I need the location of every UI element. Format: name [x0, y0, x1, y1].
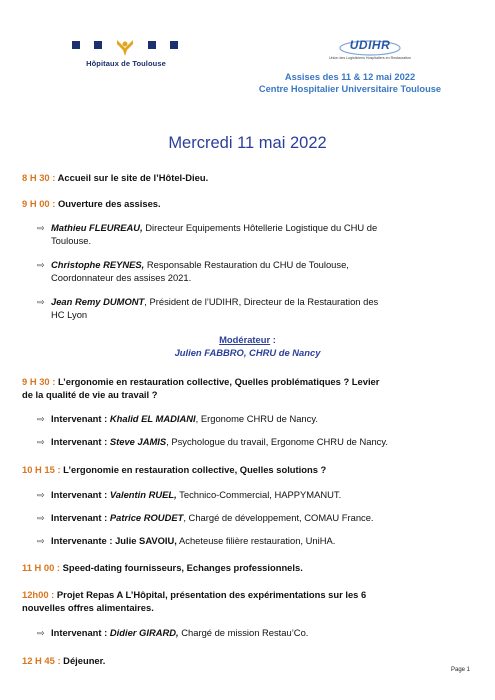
schedule-time: 10 H 15 : [22, 464, 61, 475]
speaker-item [37, 295, 378, 309]
speaker-role-continued: Coordonnateur des assises 2021. [51, 272, 192, 283]
udihr-logo-text: UDIHR [349, 38, 391, 52]
intervenant-name: Steve JAMIS [109, 436, 167, 447]
intervenant-label: Intervenant : [51, 436, 108, 447]
arrow-right-icon: ⇨ [37, 536, 45, 546]
event-heading [230, 71, 470, 95]
intervenant-role: Chargé de mission Restau’Co. [178, 627, 309, 638]
arrow-right-icon: ⇨ [37, 513, 45, 523]
arrow-right-icon: ⇨ [37, 628, 45, 638]
schedule-time: 12h00 : [22, 589, 55, 600]
intervenant-role: Acheteuse filière restauration, UniHA. [176, 535, 336, 546]
arrow-right-icon: ⇨ [37, 260, 45, 270]
intervenant-name: Khalid EL MADIANI [109, 413, 196, 424]
moderator-colon: : [270, 334, 276, 345]
speaker-role-continued: Toulouse. [51, 235, 92, 246]
intervenant-name: Valentin RUEL, [109, 489, 177, 500]
udihr-logo-subtitle: Union des Logisticiens Hospitaliers en Restauration [328, 56, 412, 60]
day-title: Mercredi 11 mai 2022 [168, 134, 327, 152]
schedule-item-1015 [22, 463, 326, 476]
intervenant-item [37, 488, 341, 502]
cross-emblem-icon [66, 38, 184, 58]
schedule-title: Ouverture des assises. [55, 198, 161, 209]
intervenant-label: Intervenant : [51, 489, 108, 500]
speaker-name: Jean Remy DUMONT [51, 296, 145, 307]
schedule-time: 9 H 00 : [22, 198, 56, 209]
speaker-role: , Président de l’UDIHR, Directeur de la Restauration des [144, 296, 379, 307]
event-venue: Centre Hospitalier Universitaire Toulouse [258, 84, 442, 94]
intervenant-item [37, 511, 374, 525]
page-number: Page 1 [451, 667, 471, 673]
hopitaux-de-toulouse-logo [66, 38, 184, 74]
schedule-time: 11 H 00 : [22, 562, 61, 573]
hopitaux-logo-text: Hôpitaux de Toulouse [86, 59, 166, 68]
arrow-right-icon: ⇨ [37, 490, 45, 500]
speaker-name: Christophe REYNES, [51, 259, 145, 270]
schedule-title-continued: nouvelles offres alimentaires. [22, 602, 154, 613]
intervenant-name: Julie SAVOIU, [115, 535, 177, 546]
schedule-time: 8 H 30 : [22, 172, 56, 183]
intervenant-role: , Psychologue du travail, Ergonome CHRU de Nancy. [166, 436, 388, 447]
schedule-item-0930 [22, 375, 379, 388]
speaker-item [37, 221, 377, 235]
schedule-time: 9 H 30 : [22, 376, 56, 387]
schedule-title: Projet Repas A L’Hôpital, présentation des expérimentations sur les 6 [54, 589, 367, 600]
speaker-role: Responsable Restauration du CHU de Toulouse, [144, 259, 349, 270]
schedule-title: L’ergonomie en restauration collective, Quelles solutions ? [60, 464, 327, 475]
intervenant-label: Intervenant : [51, 413, 108, 424]
schedule-time: 12 H 45 : [22, 655, 61, 666]
arrow-right-icon: ⇨ [37, 437, 45, 447]
schedule-title: L’ergonomie en restauration collective, Quelles problématiques ? Levier [55, 376, 380, 387]
intervenant-role: , Ergonome CHRU de Nancy. [195, 413, 318, 424]
schedule-item-1100 [22, 561, 303, 574]
intervenant-name: Didier GIRARD, [109, 627, 179, 638]
speaker-role: Directeur Equipements Hôtellerie Logistique du CHU de [142, 222, 378, 233]
arrow-right-icon: ⇨ [37, 414, 45, 424]
speaker-name: Mathieu FLEUREAU, [51, 222, 143, 233]
udihr-logo [318, 38, 422, 72]
moderator-label-line [0, 333, 495, 346]
intervenant-label: Intervenant : [51, 627, 108, 638]
arrow-right-icon: ⇨ [37, 297, 45, 307]
arrow-right-icon: ⇨ [37, 223, 45, 233]
speaker-item [37, 258, 349, 272]
event-dates: Assises des 11 & 12 mai 2022 [284, 72, 416, 82]
intervenant-role: Technico-Commercial, HAPPYMANUT. [176, 489, 342, 500]
schedule-title: Accueil sur le site de l’Hôtel-Dieu. [55, 172, 209, 183]
intervenant-name: Patrice ROUDET [109, 512, 184, 523]
intervenant-label: Intervenante : [51, 535, 113, 546]
moderator-name-line [0, 346, 495, 359]
moderator-name: Julien FABBRO, CHRU de Nancy [174, 347, 321, 358]
intervenant-item [37, 412, 318, 426]
intervenant-label: Intervenant : [51, 512, 108, 523]
schedule-item-0830 [22, 171, 208, 184]
schedule-title: Speed-dating fournisseurs, Echanges professionnels. [60, 562, 303, 573]
schedule-item-1200 [22, 588, 366, 601]
schedule-item-0900 [22, 197, 161, 210]
intervenant-item [37, 534, 335, 548]
intervenant-item [37, 626, 308, 640]
moderator-label: Modérateur [219, 334, 271, 345]
schedule-item-1245 [22, 654, 105, 667]
intervenant-role: , Chargé de développement, COMAU France. [183, 512, 374, 523]
speaker-role-continued: HC Lyon [51, 309, 88, 320]
schedule-title: Déjeuner. [60, 655, 106, 666]
schedule-title-continued: de la qualité de vie au travail ? [22, 389, 158, 400]
intervenant-item [37, 435, 388, 449]
